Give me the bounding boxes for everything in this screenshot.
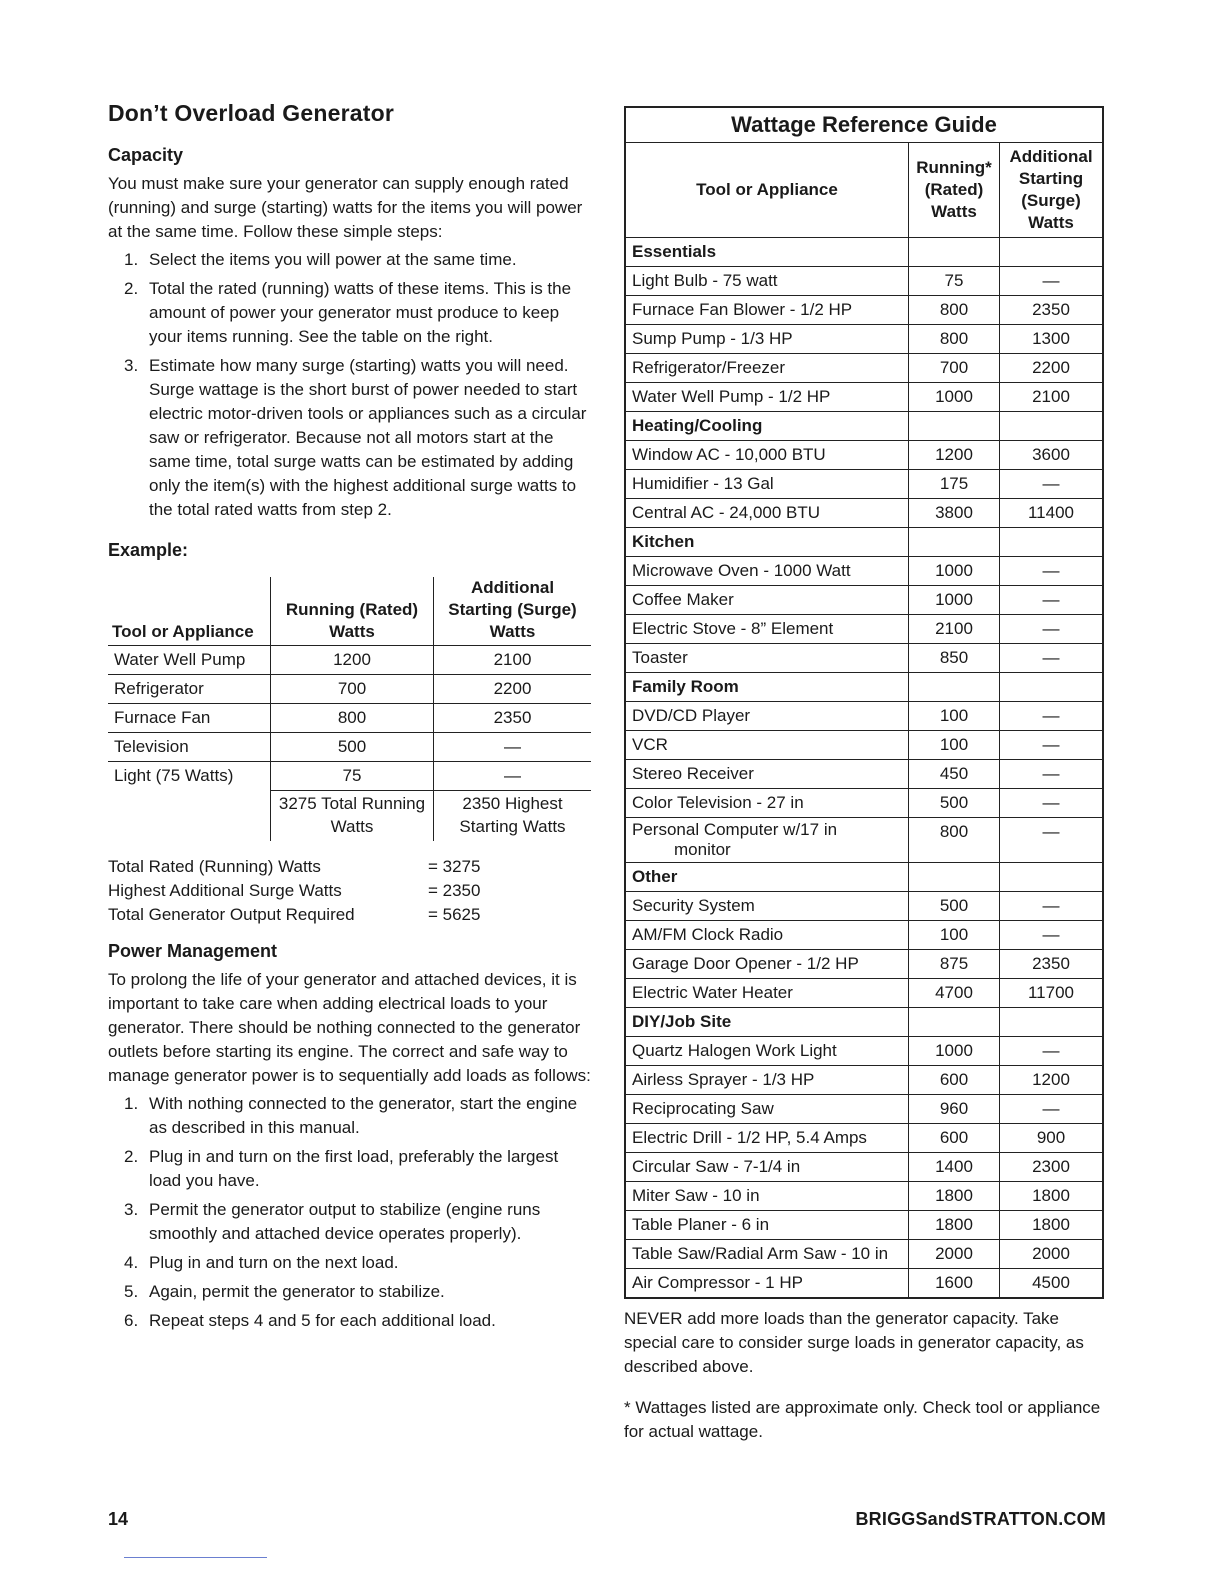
table-row xyxy=(108,762,591,791)
category-blank xyxy=(1000,238,1104,267)
guide-header-running: Running* (Rated) Watts xyxy=(909,143,1000,238)
appliance-name-line: Airless Sprayer - 1/3 HP xyxy=(632,1070,815,1089)
category-row xyxy=(625,412,1103,441)
wattage-footnote: * Wattages listed are approximate only. Check tool or appliance for actual wattage. xyxy=(624,1398,1101,1441)
step-number: 1. xyxy=(124,250,139,269)
appliance-name xyxy=(625,1269,909,1299)
appliance-name xyxy=(625,702,909,731)
table-row xyxy=(625,383,1103,412)
appliance-name-line: Circular Saw - 7-1/4 in xyxy=(632,1157,801,1176)
table-row xyxy=(625,1182,1103,1211)
running-watts: 800 xyxy=(271,704,434,733)
surge-watts: — xyxy=(434,733,592,762)
surge-watts: — xyxy=(1000,818,1104,863)
running-watts: 1400 xyxy=(909,1153,1000,1182)
table-row xyxy=(625,586,1103,615)
category-blank xyxy=(909,673,1000,702)
appliance-name: Furnace Fan xyxy=(108,704,271,733)
category-row xyxy=(625,1008,1103,1037)
surge-watts: 2100 xyxy=(1000,383,1104,412)
table-row xyxy=(625,325,1103,354)
appliance-name-line: Sump Pump - 1/3 HP xyxy=(632,329,793,348)
table-row xyxy=(625,1095,1103,1124)
running-watts: 600 xyxy=(909,1124,1000,1153)
step-number: 6. xyxy=(124,1311,139,1330)
category-row xyxy=(625,863,1103,892)
surge-watts: — xyxy=(434,762,592,791)
table-row xyxy=(625,1240,1103,1269)
capacity-step xyxy=(108,248,593,272)
table-row xyxy=(625,921,1103,950)
running-watts: 700 xyxy=(909,354,1000,383)
step-number: 5. xyxy=(124,1282,139,1301)
power-step xyxy=(108,1251,593,1275)
section-title: Don’t Overload Generator xyxy=(108,100,394,126)
table-row xyxy=(625,1153,1103,1182)
power-management-heading: Power Management xyxy=(108,941,278,961)
category-name: DIY/Job Site xyxy=(625,1008,909,1037)
appliance-name xyxy=(625,1037,909,1066)
appliance-name-line: Garage Door Opener - 1/2 HP xyxy=(632,954,859,973)
running-watts: 1600 xyxy=(909,1269,1000,1299)
appliance-name xyxy=(625,1211,909,1240)
surge-watts: — xyxy=(1000,586,1104,615)
appliance-name-line: Quartz Halogen Work Light xyxy=(632,1041,837,1060)
summary-label: Total Generator Output Required xyxy=(108,905,355,924)
capacity-step xyxy=(108,277,593,349)
step-text: Repeat steps 4 and 5 for each additional load. xyxy=(149,1311,496,1330)
running-watts: 700 xyxy=(271,675,434,704)
appliance-name xyxy=(625,383,909,412)
page-number: 14 xyxy=(108,1509,129,1529)
surge-watts: — xyxy=(1000,1037,1104,1066)
category-blank xyxy=(1000,1008,1104,1037)
table-row xyxy=(625,760,1103,789)
category-name: Kitchen xyxy=(625,528,909,557)
surge-watts: 2300 xyxy=(1000,1153,1104,1182)
power-steps-list xyxy=(108,1092,593,1333)
category-blank xyxy=(1000,863,1104,892)
left-column xyxy=(108,100,593,1338)
step-text: With nothing connected to the generator, start the engine as described in this manual. xyxy=(149,1094,578,1137)
step-text: Permit the generator output to stabilize (engine runs smoothly and attached device operates properly). xyxy=(149,1200,541,1243)
running-watts: 2000 xyxy=(909,1240,1000,1269)
table-row xyxy=(625,702,1103,731)
example-heading: Example: xyxy=(108,540,189,560)
surge-watts: 2350 xyxy=(1000,950,1104,979)
surge-watts: — xyxy=(1000,702,1104,731)
appliance-name-line: Refrigerator/Freezer xyxy=(632,358,786,377)
running-watts: 800 xyxy=(909,325,1000,354)
appliance-name-line: Toaster xyxy=(632,648,688,667)
table-row xyxy=(625,499,1103,528)
step-text: Plug in and turn on the next load. xyxy=(149,1253,399,1272)
summary-row xyxy=(108,855,593,879)
step-text: Select the items you will power at the same time. xyxy=(149,250,517,269)
footer-rule xyxy=(124,1557,267,1558)
surge-watts: — xyxy=(1000,1095,1104,1124)
category-row xyxy=(625,528,1103,557)
appliance-name-line: Personal Computer w/17 in xyxy=(632,820,838,839)
surge-watts: — xyxy=(1000,615,1104,644)
power-management-text: To prolong the life of your generator and attached devices, it is important to take care when adding electrical loads to your generator. There should be nothing connected to the generator outlets before starting its engine. The correct and safe way to manage generator power is to sequentially add loads as follows: xyxy=(108,970,591,1085)
category-blank xyxy=(909,238,1000,267)
table-row xyxy=(625,818,1103,863)
surge-watts: 11700 xyxy=(1000,979,1104,1008)
running-watts: 100 xyxy=(909,921,1000,950)
step-text: Total the rated (running) watts of these items. This is the amount of power your generator must produce to keep your items running. See the table on the right. xyxy=(149,279,572,346)
surge-watts: — xyxy=(1000,921,1104,950)
table-row xyxy=(625,1269,1103,1299)
appliance-name-line: Water Well Pump - 1/2 HP xyxy=(632,387,831,406)
appliance-name-line: Color Television - 27 in xyxy=(632,793,804,812)
table-row xyxy=(625,789,1103,818)
appliance-name xyxy=(625,1182,909,1211)
surge-watts: — xyxy=(1000,267,1104,296)
appliance-name-line: Electric Stove - 8” Element xyxy=(632,619,834,638)
website-footer: BRIGGSandSTRATTON.COM xyxy=(855,1509,1106,1529)
total-running-watts: 3275 Total Running Watts xyxy=(271,791,434,842)
surge-watts: 2350 xyxy=(1000,296,1104,325)
appliance-name: Water Well Pump xyxy=(108,646,271,675)
summary-value: = 2350 xyxy=(428,881,481,900)
appliance-name-line: Air Compressor - 1 HP xyxy=(632,1273,803,1292)
wattage-reference-table xyxy=(624,106,1104,1299)
appliance-name-line: Reciprocating Saw xyxy=(632,1099,774,1118)
step-text: Again, permit the generator to stabilize. xyxy=(149,1282,445,1301)
power-step xyxy=(108,1198,593,1246)
capacity-text: You must make sure your generator can supply enough rated (running) and surge (starting) watts for the items you will power at the same time. Follow these simple steps: xyxy=(108,174,583,241)
appliance-name xyxy=(625,470,909,499)
running-watts: 1800 xyxy=(909,1211,1000,1240)
running-watts: 75 xyxy=(271,762,434,791)
surge-watts: 1200 xyxy=(1000,1066,1104,1095)
step-text: Plug in and turn on the first load, preferably the largest load you have. xyxy=(149,1147,559,1190)
category-name: Essentials xyxy=(625,238,909,267)
surge-watts: 11400 xyxy=(1000,499,1104,528)
table-row xyxy=(625,892,1103,921)
step-number: 2. xyxy=(124,1147,139,1166)
appliance-name xyxy=(625,760,909,789)
category-blank xyxy=(1000,412,1104,441)
capacity-warning: NEVER add more loads than the generator capacity. Take special care to consider surge loads in generator capacity, as described above. xyxy=(624,1309,1084,1376)
appliance-name xyxy=(625,615,909,644)
surge-watts: — xyxy=(1000,470,1104,499)
appliance-name xyxy=(625,1124,909,1153)
appliance-name xyxy=(625,354,909,383)
surge-watts: 2200 xyxy=(1000,354,1104,383)
table-row xyxy=(625,950,1103,979)
surge-watts: 900 xyxy=(1000,1124,1104,1153)
appliance-name-line: Humidifier - 13 Gal xyxy=(632,474,774,493)
summary-value: = 5625 xyxy=(428,905,481,924)
appliance-name xyxy=(625,441,909,470)
surge-watts: — xyxy=(1000,760,1104,789)
power-step xyxy=(108,1092,593,1140)
table-row xyxy=(625,441,1103,470)
totals-blank xyxy=(108,791,271,842)
table-row xyxy=(108,646,591,675)
guide-header-tool: Tool or Appliance xyxy=(625,143,909,238)
running-watts: 600 xyxy=(909,1066,1000,1095)
table-row xyxy=(625,1124,1103,1153)
surge-watts: 4500 xyxy=(1000,1269,1104,1299)
appliance-name xyxy=(625,731,909,760)
category-blank xyxy=(909,412,1000,441)
table-row xyxy=(625,296,1103,325)
appliance-name: Refrigerator xyxy=(108,675,271,704)
right-column xyxy=(624,106,1106,1461)
appliance-name xyxy=(625,644,909,673)
table-row xyxy=(108,675,591,704)
totals-row xyxy=(108,791,591,842)
summary-label: Highest Additional Surge Watts xyxy=(108,881,342,900)
running-watts: 960 xyxy=(909,1095,1000,1124)
running-watts: 450 xyxy=(909,760,1000,789)
appliance-name xyxy=(625,892,909,921)
appliance-name-line: Coffee Maker xyxy=(632,590,734,609)
table-row xyxy=(108,704,591,733)
example-header-tool: Tool or Appliance xyxy=(108,577,271,646)
appliance-name xyxy=(625,979,909,1008)
running-watts: 500 xyxy=(909,892,1000,921)
table-row xyxy=(625,267,1103,296)
appliance-name xyxy=(625,296,909,325)
running-watts: 1000 xyxy=(909,586,1000,615)
step-text: Estimate how many surge (starting) watts you will need. Surge wattage is the short burst of power needed to start electric motor-driven tools or appliances such as a circular saw or refrigerator. Because not all motors start at the same time, total surge watts can be estimated by adding only the item(s) with the highest additional surge watts to the total rated watts from step 2. xyxy=(149,356,587,519)
running-watts: 500 xyxy=(271,733,434,762)
appliance-name: Light (75 Watts) xyxy=(108,762,271,791)
running-watts: 2100 xyxy=(909,615,1000,644)
surge-watts: — xyxy=(1000,557,1104,586)
example-table xyxy=(108,577,591,841)
appliance-name xyxy=(625,789,909,818)
running-watts: 500 xyxy=(909,789,1000,818)
table-row xyxy=(625,470,1103,499)
appliance-name-line: Table Saw/Radial Arm Saw - 10 in xyxy=(632,1244,889,1263)
summary-row xyxy=(108,903,593,927)
appliance-name-line: Furnace Fan Blower - 1/2 HP xyxy=(632,300,853,319)
category-row xyxy=(625,673,1103,702)
table-row xyxy=(625,644,1103,673)
capacity-step xyxy=(108,354,593,522)
table-row xyxy=(625,557,1103,586)
capacity-steps-list xyxy=(108,248,593,522)
appliance-name-line: Stereo Receiver xyxy=(632,764,754,783)
appliance-name xyxy=(625,1066,909,1095)
appliance-name-line: Electric Drill - 1/2 HP, 5.4 Amps xyxy=(632,1128,867,1147)
surge-watts: 2100 xyxy=(434,646,592,675)
appliance-name-line: Microwave Oven - 1000 Watt xyxy=(632,561,851,580)
table-row xyxy=(625,615,1103,644)
table-row xyxy=(108,733,591,762)
summary-label: Total Rated (Running) Watts xyxy=(108,857,321,876)
running-watts: 75 xyxy=(909,267,1000,296)
appliance-name xyxy=(625,1095,909,1124)
running-watts: 100 xyxy=(909,702,1000,731)
summary-row xyxy=(108,879,593,903)
appliance-name-line: Miter Saw - 10 in xyxy=(632,1186,760,1205)
running-watts: 1000 xyxy=(909,383,1000,412)
running-watts: 875 xyxy=(909,950,1000,979)
running-watts: 4700 xyxy=(909,979,1000,1008)
appliance-name-line: Light Bulb - 75 watt xyxy=(632,271,778,290)
table-row xyxy=(625,979,1103,1008)
appliance-name xyxy=(625,586,909,615)
running-watts: 850 xyxy=(909,644,1000,673)
appliance-name xyxy=(625,499,909,528)
step-number: 3. xyxy=(124,356,139,375)
surge-watts: 3600 xyxy=(1000,441,1104,470)
appliance-name-line: Window AC - 10,000 BTU xyxy=(632,445,826,464)
running-watts: 3800 xyxy=(909,499,1000,528)
running-watts: 800 xyxy=(909,296,1000,325)
running-watts: 100 xyxy=(909,731,1000,760)
appliance-name xyxy=(625,325,909,354)
appliance-name: Television xyxy=(108,733,271,762)
running-watts: 1000 xyxy=(909,1037,1000,1066)
running-watts: 1800 xyxy=(909,1182,1000,1211)
step-number: 3. xyxy=(124,1200,139,1219)
appliance-name-line: AM/FM Clock Radio xyxy=(632,925,784,944)
surge-watts: 2200 xyxy=(434,675,592,704)
surge-watts: — xyxy=(1000,644,1104,673)
step-number: 1. xyxy=(124,1094,139,1113)
table-row xyxy=(625,354,1103,383)
appliance-name xyxy=(625,1240,909,1269)
table-row xyxy=(625,1066,1103,1095)
surge-watts: — xyxy=(1000,731,1104,760)
category-row xyxy=(625,238,1103,267)
power-step xyxy=(108,1309,593,1333)
surge-watts: 2000 xyxy=(1000,1240,1104,1269)
surge-watts: 1800 xyxy=(1000,1211,1104,1240)
appliance-name xyxy=(625,921,909,950)
step-number: 2. xyxy=(124,279,139,298)
appliance-name-line: Table Planer - 6 in xyxy=(632,1215,770,1234)
surge-watts: 2350 xyxy=(434,704,592,733)
table-row xyxy=(625,1211,1103,1240)
table-row xyxy=(625,1037,1103,1066)
appliance-name-line: Electric Water Heater xyxy=(632,983,793,1002)
example-header-running: Running (Rated) Watts xyxy=(271,577,434,646)
running-watts: 1000 xyxy=(909,557,1000,586)
highest-starting-watts: 2350 Highest Starting Watts xyxy=(434,791,592,842)
category-name: Family Room xyxy=(625,673,909,702)
example-header-surge: Additional Starting (Surge) Watts xyxy=(434,577,592,646)
category-blank xyxy=(1000,528,1104,557)
appliance-name xyxy=(625,950,909,979)
running-watts: 1200 xyxy=(909,441,1000,470)
running-watts: 175 xyxy=(909,470,1000,499)
appliance-name xyxy=(625,1153,909,1182)
capacity-heading: Capacity xyxy=(108,145,184,165)
table-row xyxy=(625,731,1103,760)
appliance-name-line: VCR xyxy=(632,735,668,754)
appliance-name xyxy=(625,557,909,586)
surge-watts: 1800 xyxy=(1000,1182,1104,1211)
category-blank xyxy=(909,863,1000,892)
appliance-name-line: Security System xyxy=(632,896,755,915)
category-name: Heating/Cooling xyxy=(625,412,909,441)
summary-value: = 3275 xyxy=(428,857,481,876)
step-number: 4. xyxy=(124,1253,139,1272)
guide-header-surge: Additional Starting (Surge) Watts xyxy=(1000,143,1104,238)
category-blank xyxy=(1000,673,1104,702)
appliance-name xyxy=(625,267,909,296)
surge-watts: 1300 xyxy=(1000,325,1104,354)
running-watts: 800 xyxy=(909,818,1000,863)
running-watts: 1200 xyxy=(271,646,434,675)
appliance-name-line: Central AC - 24,000 BTU xyxy=(632,503,821,522)
category-blank xyxy=(909,1008,1000,1037)
category-name: Other xyxy=(625,863,909,892)
surge-watts: — xyxy=(1000,789,1104,818)
wattage-summary xyxy=(108,855,593,927)
surge-watts: — xyxy=(1000,892,1104,921)
power-step xyxy=(108,1280,593,1304)
wattage-guide-title: Wattage Reference Guide xyxy=(625,107,1103,143)
power-step xyxy=(108,1145,593,1193)
appliance-name-line: monitor xyxy=(674,840,731,859)
category-blank xyxy=(909,528,1000,557)
appliance-name xyxy=(625,818,909,863)
appliance-name-line: DVD/CD Player xyxy=(632,706,751,725)
